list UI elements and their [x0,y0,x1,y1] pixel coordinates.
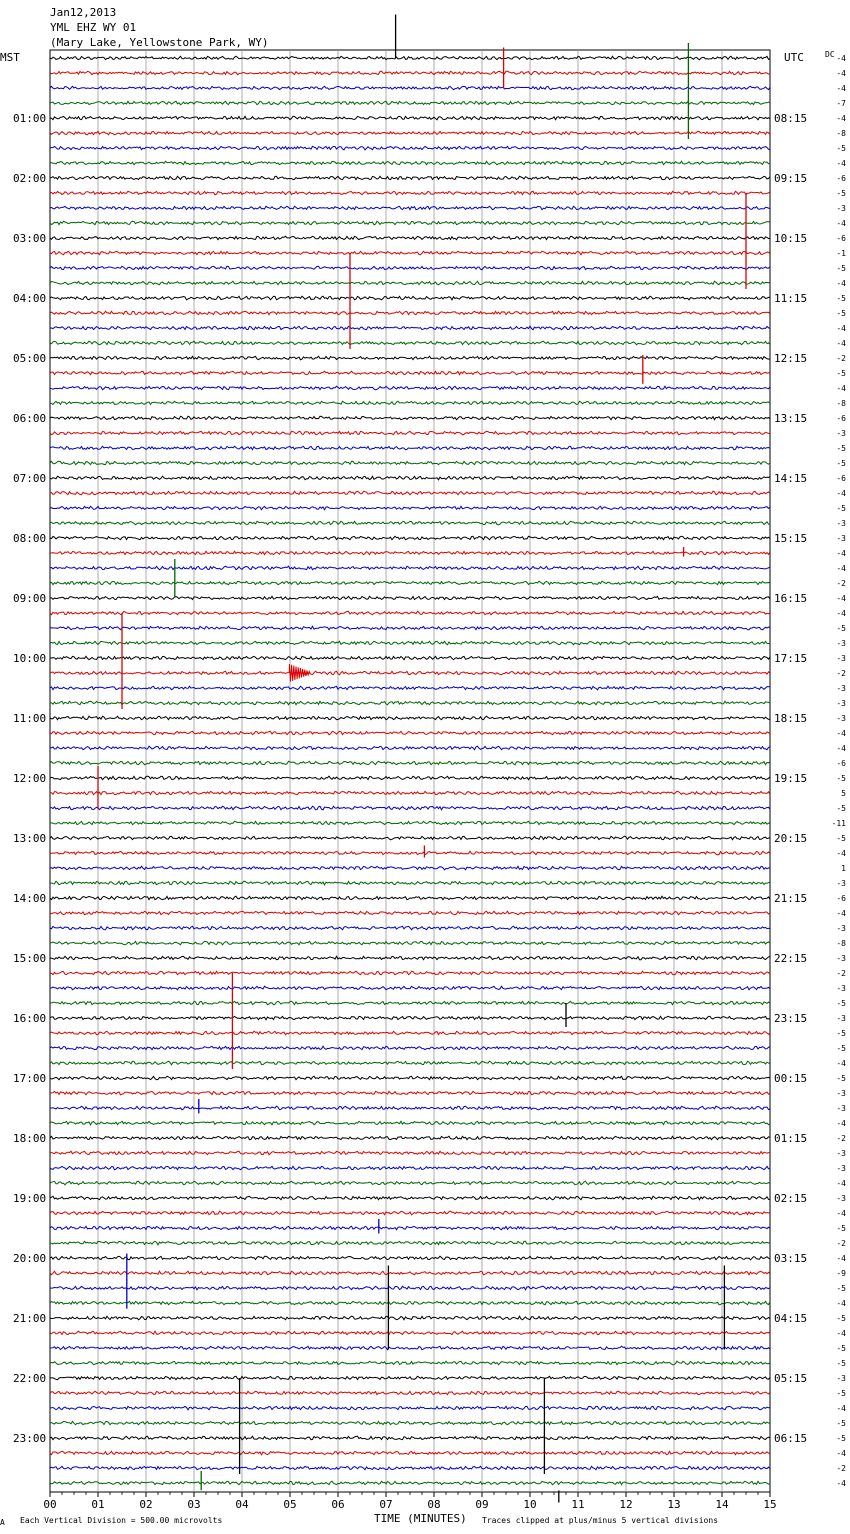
dc-offset-label: -8 [836,129,846,138]
dc-offset-label: -4 [836,69,846,78]
dc-offset-label: -9 [836,1269,846,1278]
left-hour-label: 22:00 [13,1372,47,1385]
right-hour-label: 06:15 [774,1432,808,1445]
dc-offset-label: -4 [836,564,846,573]
left-hour-label: 09:00 [13,592,47,605]
dc-offset-label: -6 [836,174,846,183]
dc-offset-label: -4 [836,219,846,228]
left-hour-label: 23:00 [13,1432,47,1445]
left-hour-label: 12:00 [13,772,47,785]
dc-offset-label: -3 [836,204,846,213]
right-hour-label: 21:15 [774,892,808,905]
left-hour-label: 18:00 [13,1132,47,1145]
right-hour-label: 04:15 [774,1312,808,1325]
dc-offset-label: -4 [836,1449,846,1458]
left-hour-label: 21:00 [13,1312,47,1325]
x-tick-label: 04 [235,1498,249,1511]
left-hour-label: 15:00 [13,952,47,965]
right-axis-title: UTC [784,51,804,64]
dc-offset-label: 1 [841,864,846,873]
dc-offset-label: -6 [836,759,846,768]
dc-offset-label: -4 [836,1479,846,1488]
right-hour-label: 12:15 [774,352,808,365]
x-tick-label: 10 [523,1498,537,1511]
dc-offset-label: -3 [836,954,846,963]
right-hour-label: 05:15 [774,1372,808,1385]
dc-offset-label: -4 [836,1299,846,1308]
header-location: (Mary Lake, Yellowstone Park, WY) [50,36,269,49]
left-hour-label: 07:00 [13,472,47,485]
dc-offset-label: -3 [836,1194,846,1203]
footer-mark: A [0,1518,5,1527]
dc-offset-label: -7 [836,99,846,108]
right-hour-label: 02:15 [774,1192,808,1205]
header-date: Jan12,2013 [50,6,117,19]
left-hour-label: 05:00 [13,352,47,365]
dc-offset-label: -3 [836,639,846,648]
dc-offset-label: -5 [836,1044,846,1053]
dc-offset-label: -2 [836,1239,846,1248]
dc-offset-label: -4 [836,729,846,738]
right-hour-label: 10:15 [774,232,808,245]
dc-offset-label: -2 [836,354,846,363]
dc-offset-label: -4 [836,1179,846,1188]
dc-offset-label: -5 [836,1029,846,1038]
dc-offset-label: -4 [836,1209,846,1218]
left-hour-label: 20:00 [13,1252,47,1265]
right-hour-label: 00:15 [774,1072,808,1085]
right-hour-label: 14:15 [774,472,808,485]
dc-offset-label: -5 [836,624,846,633]
dc-offset-label: -6 [836,894,846,903]
dc-offset-label: -5 [836,774,846,783]
dc-offset-label: -4 [836,279,846,288]
dc-offset-label: -5 [836,264,846,273]
dc-offset-label: -6 [836,474,846,483]
x-tick-label: 05 [283,1498,297,1511]
right-hour-label: 22:15 [774,952,808,965]
dc-offset-label: -4 [836,324,846,333]
x-tick-label: 13 [667,1498,681,1511]
right-hour-label: 17:15 [774,652,808,665]
dc-offset-label: -3 [836,1014,846,1023]
dc-offset-label: -4 [836,114,846,123]
dc-offset-label: -4 [836,1059,846,1068]
dc-offset-label: -4 [836,1329,846,1338]
right-hour-label: 01:15 [774,1132,808,1145]
dc-offset-label: -3 [836,1164,846,1173]
dc-offset-label: -3 [836,1089,846,1098]
dc-offset-label: -4 [836,54,846,63]
right-hour-label: 11:15 [774,292,808,305]
dc-offset-label: -3 [836,534,846,543]
dc-offset-label: -1 [836,249,846,258]
dc-offset-label: -4 [836,384,846,393]
left-hour-label: 02:00 [13,172,47,185]
dc-offset-label: -4 [836,1119,846,1128]
x-tick-label: 12 [619,1498,633,1511]
right-hour-label: 08:15 [774,112,808,125]
dc-offset-label: -5 [836,504,846,513]
dc-offset-label: -4 [836,489,846,498]
dc-offset-label: -5 [836,834,846,843]
dc-offset-label: -4 [836,609,846,618]
right-hour-label: 09:15 [774,172,808,185]
dc-offset-label: -3 [836,654,846,663]
left-hour-label: 04:00 [13,292,47,305]
x-tick-label: 07 [379,1498,393,1511]
right-hour-label: 15:15 [774,532,808,545]
dc-offset-label: -6 [836,414,846,423]
dc-offset-label: -2 [836,1464,846,1473]
x-tick-label: 08 [427,1498,441,1511]
x-tick-label: 14 [715,1498,729,1511]
dc-offset-label: -3 [836,519,846,528]
dc-offset-label: -3 [836,684,846,693]
dc-offset-label: -5 [836,459,846,468]
left-hour-label: 03:00 [13,232,47,245]
dc-offset-label: -5 [836,804,846,813]
dc-offset-label: 5 [841,789,846,798]
dc-offset-label: -3 [836,1104,846,1113]
right-hour-label: 13:15 [774,412,808,425]
dc-offset-label: -3 [836,429,846,438]
dc-offset-label: -3 [836,714,846,723]
dc-offset-label: -8 [836,939,846,948]
right-hour-label: 19:15 [774,772,808,785]
dc-offset-label: -5 [836,144,846,153]
right-hour-label: 23:15 [774,1012,808,1025]
dc-offset-label: -2 [836,1134,846,1143]
dc-offset-label: -5 [836,294,846,303]
x-tick-label: 09 [475,1498,489,1511]
dc-offset-label: -5 [836,1074,846,1083]
dc-offset-label: -5 [836,1284,846,1293]
left-hour-label: 16:00 [13,1012,47,1025]
left-hour-label: 14:00 [13,892,47,905]
dc-offset-label: -4 [836,849,846,858]
left-hour-label: 17:00 [13,1072,47,1085]
footer-clip: Traces clipped at plus/minus 5 vertical divisions [482,1516,719,1525]
x-tick-label: 06 [331,1498,345,1511]
dc-offset-label: -4 [836,339,846,348]
left-hour-label: 10:00 [13,652,47,665]
dc-offset-label: -4 [836,744,846,753]
left-hour-label: 11:00 [13,712,47,725]
dc-offset-label: -2 [836,669,846,678]
dc-offset-label: -3 [836,1374,846,1383]
left-hour-label: 01:00 [13,112,47,125]
dc-offset-label: -3 [836,1149,846,1158]
x-tick-label: 11 [571,1498,585,1511]
footer-scale: Each Vertical Division = 500.00 microvolts [20,1516,223,1525]
left-hour-label: 19:00 [13,1192,47,1205]
dc-offset-label: -5 [836,369,846,378]
dc-offset-label: -5 [836,444,846,453]
dc-offset-label: -4 [836,159,846,168]
dc-offset-label: -5 [836,1389,846,1398]
dc-offset-label: -2 [836,579,846,588]
dc-offset-label: -4 [836,84,846,93]
dc-offset-label: -5 [836,1344,846,1353]
dc-offset-label: -6 [836,234,846,243]
dc-offset-label: -4 [836,594,846,603]
dc-offset-label: -4 [836,1254,846,1263]
dc-offset-label: -4 [836,909,846,918]
left-hour-label: 08:00 [13,532,47,545]
dc-offset-label: -3 [836,699,846,708]
dc-offset-label: -3 [836,924,846,933]
dc-offset-label: -11 [831,819,846,828]
dc-offset-label: -5 [836,189,846,198]
x-tick-label: 03 [187,1498,201,1511]
x-axis-title: TIME (MINUTES) [374,1512,467,1525]
dc-offset-label: -5 [836,1314,846,1323]
dc-offset-label: -2 [836,969,846,978]
dc-offset-label: -5 [836,1419,846,1428]
x-tick-label: 15 [763,1498,777,1511]
dc-offset-label: -5 [836,309,846,318]
right-hour-label: 18:15 [774,712,808,725]
dc-offset-label: -5 [836,1434,846,1443]
x-tick-label: 00 [43,1498,57,1511]
dc-offset-label: -4 [836,549,846,558]
dc-offset-label: -5 [836,1359,846,1368]
dc-offset-label: -3 [836,984,846,993]
right-hour-label: 20:15 [774,832,808,845]
dc-offset-label: -5 [836,999,846,1008]
right-hour-label: 16:15 [774,592,808,605]
dc-offset-label: -3 [836,879,846,888]
dc-title: DC [825,50,835,59]
dc-offset-label: -8 [836,399,846,408]
dc-offset-label: -4 [836,1404,846,1413]
right-hour-label: 03:15 [774,1252,808,1265]
left-axis-title: MST [0,51,20,64]
header-station: YML EHZ WY 01 [50,21,137,34]
dc-offset-label: -5 [836,1224,846,1233]
left-hour-label: 13:00 [13,832,47,845]
x-tick-label: 01 [91,1498,105,1511]
x-tick-label: 02 [139,1498,153,1511]
left-hour-label: 06:00 [13,412,47,425]
